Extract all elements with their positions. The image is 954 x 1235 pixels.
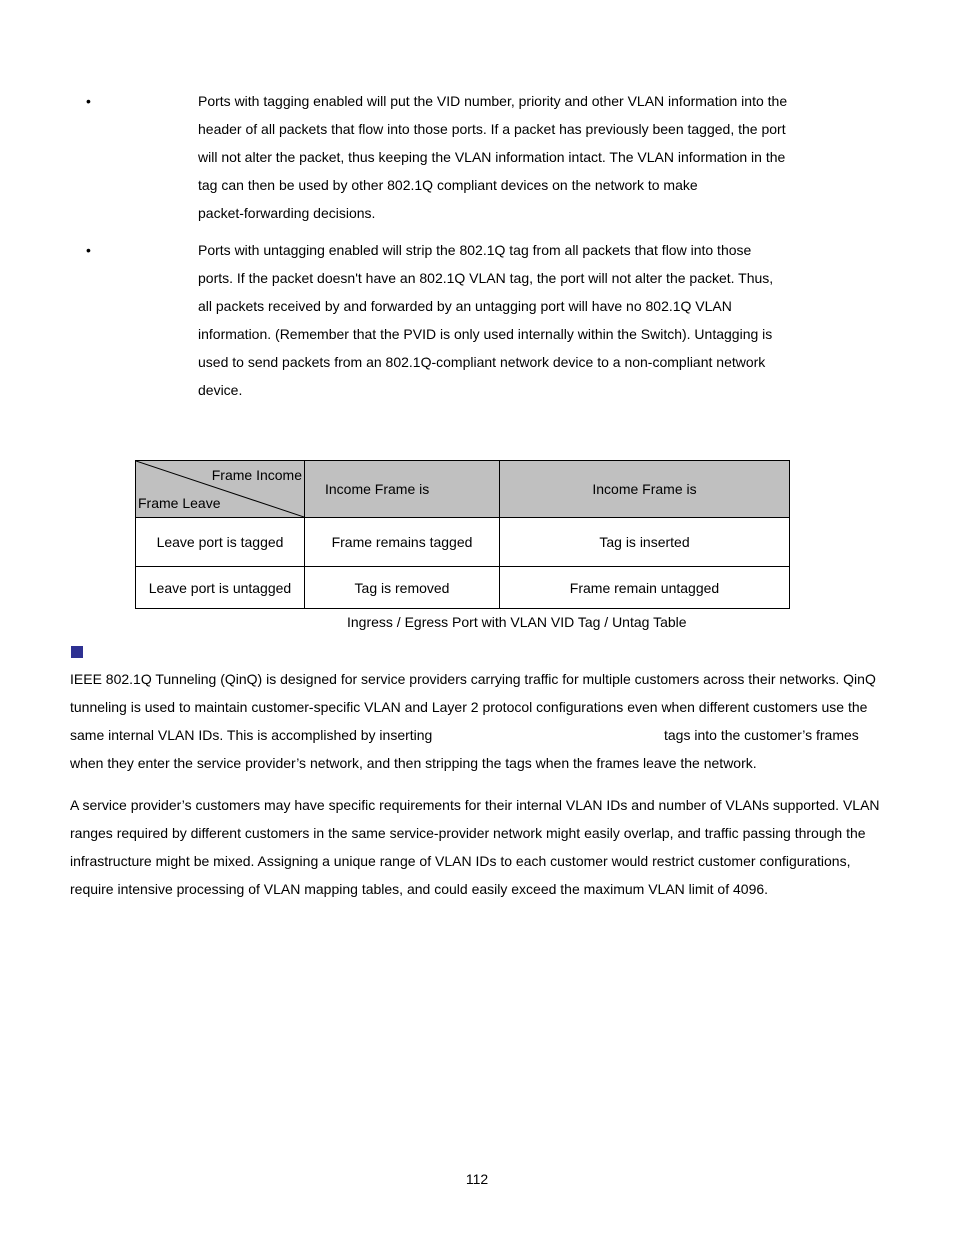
table-row xyxy=(136,518,790,567)
vlan-tag-table xyxy=(135,460,790,609)
table-cell: Frame remains tagged xyxy=(305,518,500,567)
corner-bottom-label: Frame Leave xyxy=(138,495,221,511)
text-line: ranges required by different customers in the same service-provider network might easily overlap, and traffic passing through the xyxy=(70,825,866,841)
text-line: require intensive processing of VLAN mapping tables, and could easily exceed the maximum VLAN limit of 4096. xyxy=(70,881,769,897)
text-line: packet-forwarding decisions. xyxy=(198,205,376,221)
text-line: information. (Remember that the PVID is only used internally within the Switch). Untagging is xyxy=(198,326,773,342)
text-line: device. xyxy=(198,382,243,398)
service-provider-paragraph xyxy=(70,791,890,903)
text-line: tunneling is used to maintain customer-specific VLAN and Layer 2 protocol configurations even when different customers use the xyxy=(70,699,868,715)
table-header-row xyxy=(136,461,790,518)
text-line: Ports with tagging enabled will put the VID number, priority and other VLAN information into the xyxy=(198,93,788,109)
text-line: Ports with untagging enabled will strip the 802.1Q tag from all packets that flow into those xyxy=(198,242,752,258)
bullet-dot: • xyxy=(86,242,91,258)
bullet-untagging-text xyxy=(198,236,798,404)
column-header: Income Frame is xyxy=(305,461,500,518)
text-line xyxy=(70,721,890,749)
text-line: when they enter the service provider’s network, and then stripping the tags when the frames leave the network. xyxy=(70,755,757,771)
text-line: tag can then be used by other 802.1Q compliant devices on the network to make xyxy=(198,177,698,193)
text-line: header of all packets that flow into those ports. If a packet has previously been tagged, the port xyxy=(198,121,786,137)
text-line: used to send packets from an 802.1Q-compliant network device to a non-compliant network xyxy=(198,354,766,370)
table-cell: Tag is inserted xyxy=(500,518,790,567)
text-line: all packets received by and forwarded by an untagging port will have no 802.1Q VLAN xyxy=(198,298,732,314)
text-line: infrastructure might be mixed. Assigning a unique range of VLAN IDs to each customer would restrict customer configurations, xyxy=(70,853,851,869)
page-number: 112 xyxy=(465,1171,489,1187)
bullet-tagging-text xyxy=(198,87,798,227)
text-fragment: tags into the customer’s frames xyxy=(664,727,859,743)
text-line: A service provider’s customers may have specific requirements for their internal VLAN IDs and number of VLANs supported. VLAN xyxy=(70,797,880,813)
table-row xyxy=(136,567,790,609)
row-label: Leave port is tagged xyxy=(136,518,305,567)
corner-top-label: Frame Income xyxy=(211,467,302,483)
text-fragment: same internal VLAN IDs. This is accomplished by inserting xyxy=(70,727,433,743)
square-bullet-icon xyxy=(71,646,83,658)
qinq-paragraph xyxy=(70,665,890,777)
text-line: ports. If the packet doesn't have an 802.1Q VLAN tag, the port will not alter the packet. Thus, xyxy=(198,270,774,286)
table-cell: Tag is removed xyxy=(305,567,500,609)
table-cell: Frame remain untagged xyxy=(500,567,790,609)
text-line: IEEE 802.1Q Tunneling (QinQ) is designed for service providers carrying traffic for multiple customers across their networks. QinQ xyxy=(70,671,876,687)
text-line: will not alter the packet, thus keeping the VLAN information intact. The VLAN information in the xyxy=(198,149,786,165)
column-header: Income Frame is xyxy=(500,461,790,518)
row-label: Leave port is untagged xyxy=(136,567,305,609)
bullet-dot: • xyxy=(86,93,91,109)
table-caption: Ingress / Egress Port with VLAN VID Tag / Untag Table xyxy=(347,614,687,630)
table-corner-cell xyxy=(136,461,305,518)
